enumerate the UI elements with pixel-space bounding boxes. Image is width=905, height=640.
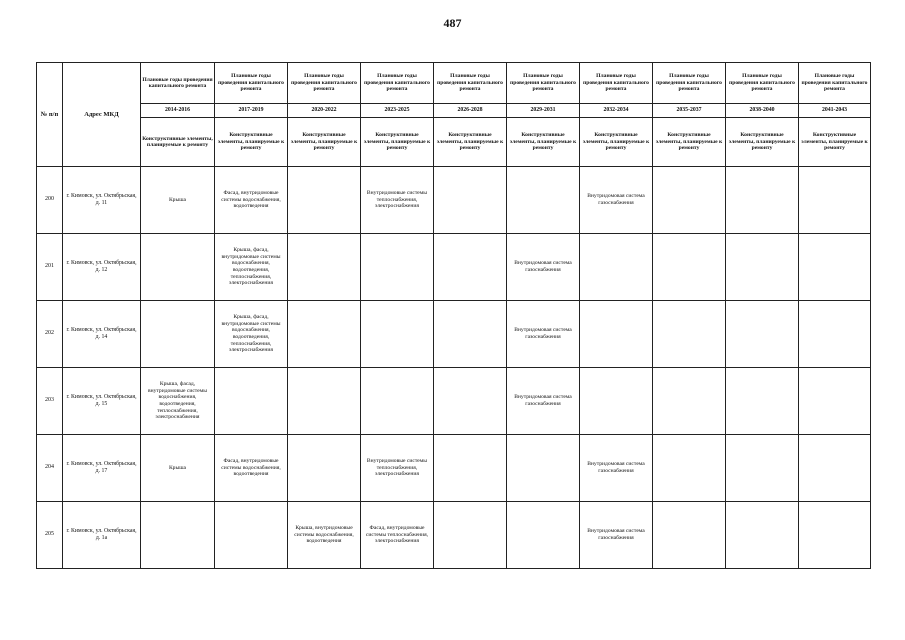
repair-elements-cell [580,368,653,435]
row-number: 204 [37,435,63,502]
elements-label: Конструктивные элементы, планируемые к ремонту [799,118,871,167]
table-body [37,167,871,569]
building-address: г. Кимовск, ул. Октябрьская, д. 15 [63,368,141,435]
repair-elements-cell [507,502,580,569]
period-title: Плановые годы проведения капитального ремонта [726,63,799,104]
repair-elements-cell [653,167,726,234]
period-title: Плановые годы проведения капитального ремонта [215,63,288,104]
repair-elements-cell [799,301,871,368]
elements-label: Конструктивные элементы, планируемые к ремонту [507,118,580,167]
repair-elements-cell [726,502,799,569]
building-address: г. Кимовск, ул. Октябрьская, д. 1а [63,502,141,569]
repair-elements-cell [653,234,726,301]
elements-label: Конструктивные элементы, планируемые к ремонту [215,118,288,167]
period-title: Плановые годы проведения капитального ремонта [361,63,434,104]
repair-elements-cell [653,368,726,435]
row-number: 202 [37,301,63,368]
repair-elements-cell: Крыша, внутридомовые системы водоснабжения, водоотведения [288,502,361,569]
elements-label: Конструктивные элементы, планируемые к ремонту [361,118,434,167]
repair-elements-cell: Внутридомовая система газоснабжения [580,435,653,502]
row-number: 201 [37,234,63,301]
repair-elements-cell: Внутридомовая система газоснабжения [507,301,580,368]
repair-elements-cell: Фасад, внутридомовые системы теплоснабжения, электроснабжения [361,502,434,569]
repair-elements-cell: Крыша, фасад, внутридомовые системы водоснабжения, водоотведения, теплоснабжения, электроснабжения [215,234,288,301]
table-row [37,234,871,301]
repair-elements-cell [726,167,799,234]
repair-elements-cell [288,234,361,301]
period-title: Плановые годы проведения капитального ремонта [653,63,726,104]
building-address: г. Кимовск, ул. Октябрьская, д. 14 [63,301,141,368]
period-years: 2014-2016 [141,104,215,118]
period-years: 2026-2028 [434,104,507,118]
table-row [37,435,871,502]
table-row [37,301,871,368]
repair-elements-cell [361,301,434,368]
period-title: Плановые годы проведения капитального ремонта [580,63,653,104]
period-title: Плановые годы проведения капитального ремонта [141,63,215,104]
elements-label: Конструктивные элементы, планируемые к ремонту [288,118,361,167]
repair-elements-cell [288,435,361,502]
header-address: Адрес МКД [63,63,141,167]
repair-elements-cell [726,368,799,435]
repair-elements-cell [507,167,580,234]
repair-elements-cell: Крыша, фасад, внутридомовые системы водоснабжения, водоотведения, теплоснабжения, электроснабжения [215,301,288,368]
repair-elements-cell: Фасад, внутридомовые системы водоснабжения, водоотведения [215,435,288,502]
elements-label: Конструктивные элементы, планируемые к ремонту [580,118,653,167]
building-address: г. Кимовск, ул. Октябрьская, д. 12 [63,234,141,301]
repair-elements-cell [434,234,507,301]
repair-elements-cell [726,301,799,368]
repair-elements-cell: Внутридомовые системы теплоснабжения, электроснабжения [361,435,434,502]
repair-elements-cell [653,435,726,502]
table-row [37,167,871,234]
period-title: Плановые годы проведения капитального ремонта [288,63,361,104]
period-title: Плановые годы проведения капитального ремонта [507,63,580,104]
repair-elements-cell: Внутридомовая система газоснабжения [580,167,653,234]
repair-elements-cell [361,368,434,435]
page-number: 487 [443,16,462,30]
elements-label: Конструктивные элементы, планируемые к ремонту [726,118,799,167]
row-number: 200 [37,167,63,234]
repair-elements-cell [141,502,215,569]
elements-label: Конструктивные элементы, планируемые к ремонту [653,118,726,167]
period-years: 2035-2037 [653,104,726,118]
repair-elements-cell [799,368,871,435]
row-number: 203 [37,368,63,435]
capital-repair-schedule-table [36,62,871,569]
repair-elements-cell [215,368,288,435]
period-years: 2020-2022 [288,104,361,118]
table-header [37,63,871,167]
repair-elements-cell [434,167,507,234]
repair-elements-cell: Крыша, фасад, внутридомовые системы водоснабжения, водоотведения, теплоснабжения, электроснабжения [141,368,215,435]
repair-elements-cell [141,234,215,301]
period-years: 2032-2034 [580,104,653,118]
period-years: 2038-2040 [726,104,799,118]
period-title: Плановые годы проведения капитального ремонта [799,63,871,104]
repair-elements-cell [288,301,361,368]
repair-elements-cell [434,368,507,435]
repair-elements-cell [726,234,799,301]
repair-elements-cell [288,368,361,435]
repair-elements-cell [434,502,507,569]
repair-elements-cell [580,301,653,368]
repair-elements-cell [507,435,580,502]
period-years: 2017-2019 [215,104,288,118]
period-title: Плановые годы проведения капитального ремонта [434,63,507,104]
repair-elements-cell [215,502,288,569]
repair-elements-cell [799,167,871,234]
repair-elements-cell [361,234,434,301]
table-row [37,502,871,569]
building-address: г. Кимовск, ул. Октябрьская, д. 11 [63,167,141,234]
repair-elements-cell: Внутридомовая система газоснабжения [580,502,653,569]
elements-label: Конструктивные элементы, планируемые к ремонту [434,118,507,167]
building-address: г. Кимовск, ул. Октябрьская, д. 17 [63,435,141,502]
repair-elements-cell [726,435,799,502]
repair-elements-cell: Фасад, внутридомовые системы водоснабжения, водоотведения [215,167,288,234]
repair-elements-cell [434,301,507,368]
repair-elements-cell [799,502,871,569]
repair-elements-cell [434,435,507,502]
period-years: 2029-2031 [507,104,580,118]
table-row [37,368,871,435]
header-row-number: № п/п [37,63,63,167]
repair-elements-cell [141,301,215,368]
period-years: 2023-2025 [361,104,434,118]
period-years: 2041-2043 [799,104,871,118]
repair-elements-cell [799,234,871,301]
repair-elements-cell [653,502,726,569]
repair-elements-cell [799,435,871,502]
repair-elements-cell [288,167,361,234]
repair-elements-cell: Внутридомовая система газоснабжения [507,368,580,435]
repair-elements-cell: Внутридомовая система газоснабжения [507,234,580,301]
repair-elements-cell: Крыша [141,167,215,234]
repair-elements-cell [580,234,653,301]
repair-elements-cell [653,301,726,368]
repair-elements-cell: Крыша [141,435,215,502]
row-number: 205 [37,502,63,569]
elements-label: Конструктивные элементы, планируемые к ремонту [141,118,215,167]
repair-elements-cell: Внутридомовые системы теплоснабжения, электроснабжения [361,167,434,234]
